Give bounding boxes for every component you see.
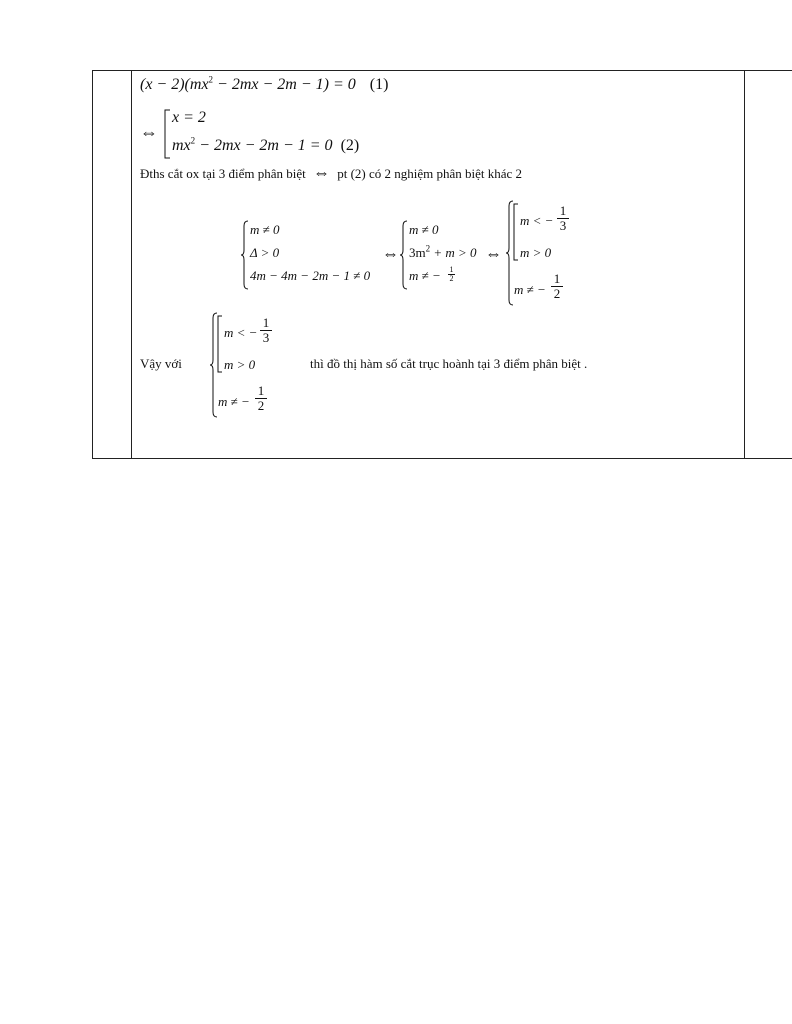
fraction-one-third: 1 3 [260,316,272,345]
system3-line-3: m ≠ − [514,282,546,297]
fraction-one-half: 1 2 [551,272,563,301]
square-bracket [164,109,172,159]
system2-line-3: m ≠ − [409,268,441,283]
answer-table [92,70,792,459]
conclusion-prefix: Vậy với [140,356,182,371]
square-bracket [513,203,519,261]
system3-line-1: m < − [520,213,554,228]
table-column-divider [131,71,132,458]
system2-line-2: $3m^2 + m > 0$ [409,243,477,260]
fraction-one-half: 1 2 [255,384,267,413]
equivalence-symbol: ⇔ [485,244,502,263]
conclusion-suffix: thì đồ thị hàm số cắt trục hoành tại 3 điểm phân biệt . [310,356,588,371]
conclusion-line-3: m ≠ − [218,394,250,409]
table-column-divider [744,71,745,458]
curly-brace [241,220,249,290]
bracket-line-1: x = 2 [172,109,206,126]
system1-line-2: Δ > 0 [250,245,280,260]
curly-brace [400,220,408,290]
fraction-one-half: 1 2 [449,265,454,283]
system1-line-3: 4m − 4m − 2m − 1 ≠ 0 [250,268,371,283]
square-bracket [217,315,223,373]
equation-1: $(x - 2)(mx^2 - 2mx - 2m - 1) = 0$ (1) [140,74,389,93]
bracket-line-2: $mx^2 - 2mx - 2m - 1 = 0$ (2) [172,135,360,154]
conclusion-line-2: m > 0 [224,357,256,372]
condition-line: Đths cắt ox tại 3 điểm phân biệt ⇔ pt (2) có 2 nghiệm phân biệt khác 2 [140,163,523,182]
equivalence-symbol: ⇔ [382,244,399,263]
fraction-one-third: 1 3 [557,204,569,233]
conclusion-line-1: m < − [224,325,258,340]
system2-line-1: m ≠ 0 [409,222,439,237]
system3-line-2: m > 0 [520,245,552,260]
equivalence-symbol: ⇔ [140,122,158,142]
system1-line-1: m ≠ 0 [250,222,280,237]
